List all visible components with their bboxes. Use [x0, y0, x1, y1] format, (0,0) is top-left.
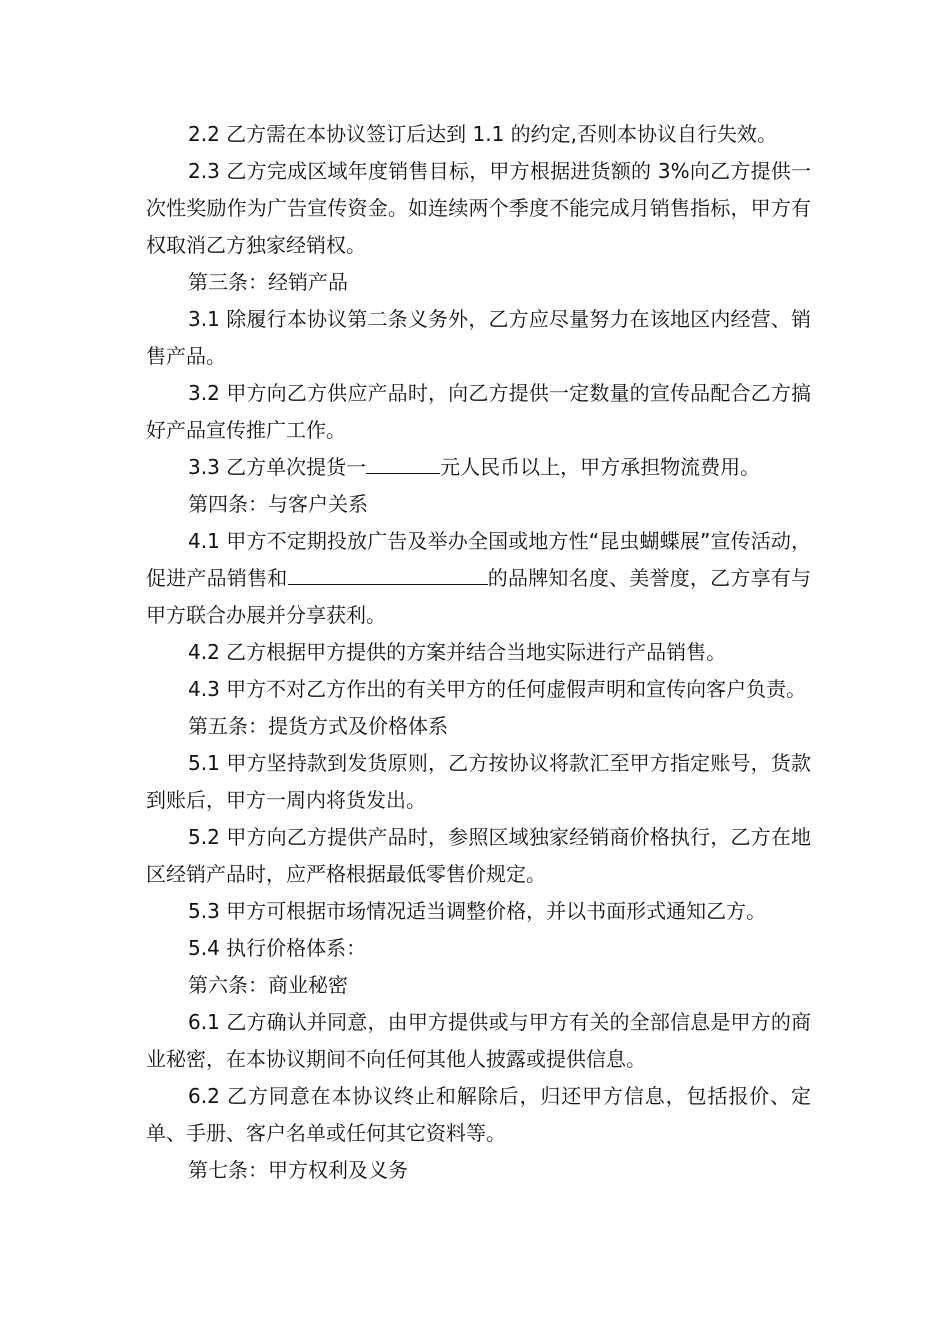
- clause-4-1: [146, 523, 811, 634]
- document-body: [146, 116, 811, 1189]
- clause-2-3: 2.3 乙方完成区域年度销售目标，甲方根据进货额的 3%向乙方提供一次性奖励作为广告宣传资金。如连续两个季度不能完成月销售指标，甲方有权取消乙方独家经销权。: [146, 159, 811, 257]
- clause-5-4: 5.4 执行价格体系：: [188, 936, 367, 960]
- article-5-heading: 第五条：提货方式及价格体系: [188, 714, 448, 738]
- article-7-heading: 第七条：甲方权利及义务: [188, 1158, 408, 1182]
- clause-4-2: 4.2 乙方根据甲方提供的方案并结合当地实际进行产品销售。: [188, 640, 727, 664]
- clause-3-3-before: 3.3 乙方单次提货一: [188, 455, 367, 479]
- clause-3-1: 3.1 除履行本协议第二条义务外，乙方应尽量努力在该地区内经营、销售产品。: [146, 307, 811, 368]
- clause-5-3: 5.3 甲方可根据市场情况适当调整价格，并以书面形式通知乙方。: [188, 899, 767, 923]
- clause-4-1-after: 的品牌知名度、美誉度，乙方享有与甲方联合办展并分享获利。: [146, 566, 812, 627]
- article-6-heading: 第六条：商业秘密: [188, 973, 348, 997]
- clause-6-1: 6.1 乙方确认并同意，由甲方提供或与甲方有关的全部信息是甲方的商业秘密，在本协议期间不向任何其他人披露或提供信息。: [146, 1010, 811, 1071]
- clause-3-3-after: 元人民币以上，甲方承担物流费用。: [440, 455, 761, 479]
- clause-6-2: 6.2 乙方同意在本协议终止和解除后，归还甲方信息，包括报价、定单、手册、客户名单或任何其它资料等。: [146, 1084, 811, 1145]
- clause-5-1: 5.1 甲方坚持款到发货原则，乙方按协议将款汇至甲方指定账号，货款到账后，甲方一周内将货发出。: [146, 751, 811, 812]
- brand-blank-field[interactable]: [288, 560, 488, 585]
- clause-3-2: 3.2 甲方向乙方供应产品时，向乙方提供一定数量的宣传品配合乙方搞好产品宣传推广工作。: [146, 381, 811, 442]
- clause-2-2: 2.2 乙方需在本协议签订后达到 1.1 的约定,否则本协议自行失效。: [188, 122, 778, 146]
- article-4-heading: 第四条：与客户关系: [188, 492, 368, 516]
- clause-3-3: [146, 449, 811, 486]
- clause-5-2: 5.2 甲方向乙方提供产品时，参照区域独家经销商价格执行，乙方在地区经销产品时，应严格根据最低零售价规定。: [146, 825, 811, 886]
- article-3-heading: 第三条：经销产品: [188, 270, 348, 294]
- clause-4-1-before: 4.1 甲方不定期投放广告及举办全国或地方性“昆虫蝴蝶展”宣传活动，促进产品销售和: [146, 529, 811, 590]
- clause-4-3: 4.3 甲方不对乙方作出的有关甲方的任何虚假声明和宣传向客户负责。: [188, 677, 807, 701]
- amount-blank-field[interactable]: [366, 449, 440, 474]
